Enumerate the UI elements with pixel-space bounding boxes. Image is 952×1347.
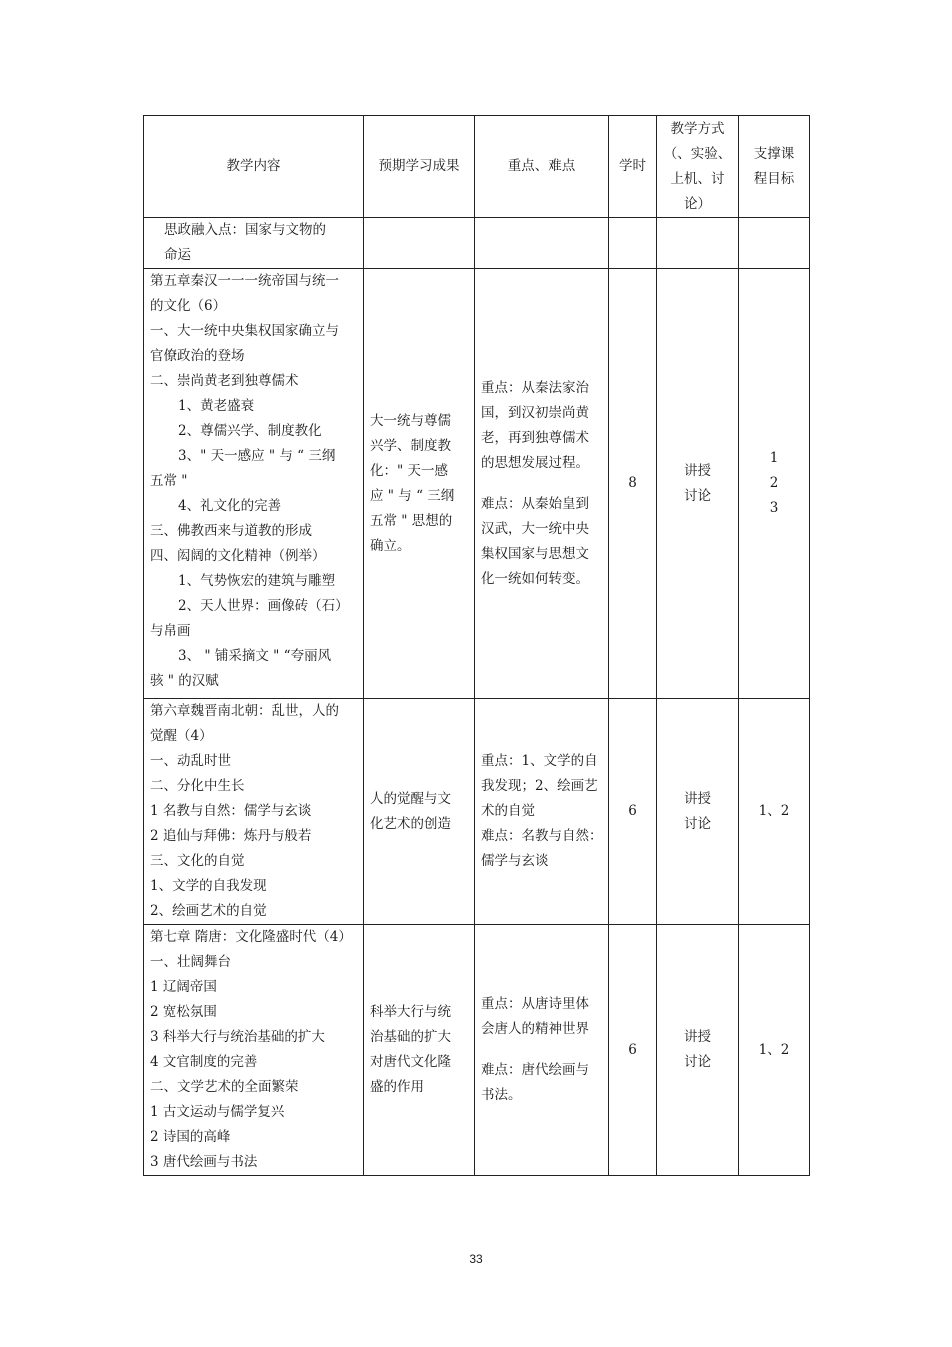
content-line: 2 诗国的高峰 (150, 1129, 231, 1145)
key-point-line: 重点：从唐诗里体 (481, 996, 589, 1012)
content-line: 1 辽阔帝国 (150, 979, 217, 995)
outcome-line: 治基础的扩大 (370, 1029, 451, 1045)
content-line: 一、动乱时世 (150, 753, 231, 769)
content-line: 觉醒（4） (150, 728, 213, 744)
header-hours: 学时 (609, 116, 657, 218)
content-line: 4 文官制度的完善 (150, 1054, 258, 1070)
content-line: 2、尊儒兴学、制度教化 (178, 423, 322, 439)
outcome-line: 盛的作用 (370, 1079, 424, 1095)
header-goal-line: 程目标 (753, 170, 795, 187)
hours-cell (609, 218, 657, 269)
outcome-line: 化艺术的创造 (370, 815, 451, 832)
header-method-line: 上机、讨 (670, 170, 725, 187)
content-line: 四、闳阔的文化精神（例举） (150, 548, 326, 564)
method-cell (657, 925, 739, 1176)
header-goal-line: 支撑课 (753, 145, 795, 162)
keypoints-cell (475, 925, 609, 1176)
content-line: 命运 (164, 247, 191, 263)
difficulty-line: 难点：名教与自然： (481, 828, 603, 844)
content-line: 2 宽松氛围 (150, 1004, 217, 1020)
page-number: 33 (469, 1252, 483, 1266)
difficulty-line: 儒学与玄谈 (481, 853, 549, 869)
content-cell (144, 269, 364, 699)
content-line: 思政融入点：国家与文物的 (164, 222, 326, 238)
header-goal (739, 116, 810, 218)
content-line: 三、文化的自觉 (150, 853, 245, 869)
outcome-line: 化：" 天一感 (370, 462, 449, 479)
content-line: 二、崇尚黄老到独尊儒术 (150, 373, 299, 389)
difficulty-line: 集权国家与思想文 (481, 545, 589, 562)
difficulty-line: 难点：唐代绘画与 (481, 1062, 589, 1078)
key-point-line: 会唐人的精神世界 (481, 1021, 589, 1037)
content-line: 3 唐代绘画与书法 (150, 1154, 258, 1170)
goal-cell (739, 218, 810, 269)
difficulty-line: 化一统如何转变。 (481, 570, 589, 587)
header-outcome: 预期学习成果 (364, 116, 475, 218)
content-cell (144, 925, 364, 1176)
content-line: 2 追仙与拜佛：炼丹与般若 (150, 828, 312, 844)
content-line: 2、天人世界：画像砖（石） (178, 598, 349, 614)
content-line: 一、壮阔舞台 (150, 954, 231, 970)
goal-cell: 1、2 (739, 925, 810, 1176)
keypoints-cell (475, 218, 609, 269)
keypoints-cell (475, 269, 609, 699)
outcome-line: 人的觉醒与文 (370, 790, 451, 807)
content-line: 与帛画 (150, 623, 191, 639)
hours-cell: 6 (609, 699, 657, 925)
outcome-cell (364, 218, 475, 269)
outcome-cell (364, 925, 475, 1176)
content-line: 三、佛教西来与道教的形成 (150, 523, 312, 539)
key-point-line: 的思想发展过程。 (481, 454, 589, 471)
table-row (144, 269, 810, 699)
key-point-line: 国，到汉初崇尚黄 (481, 404, 589, 421)
content-line: 1、文学的自我发现 (150, 878, 267, 894)
header-content: 教学内容 (144, 116, 364, 218)
key-point-line: 重点：从秦法家治 (481, 379, 589, 396)
content-line: 1 古文运动与儒学复兴 (150, 1104, 285, 1120)
hours-cell: 8 (609, 269, 657, 699)
difficulty-line: 难点：从秦始皇到 (481, 495, 589, 512)
content-line: 3、" 天一感应 " 与 “ 三纲 (178, 448, 336, 464)
difficulty-line: 书法。 (481, 1087, 522, 1103)
content-line: 一、大一统中央集权国家确立与 (150, 323, 339, 339)
method-cell (657, 699, 739, 925)
method-cell (657, 218, 739, 269)
outcome-line: 科举大行与统 (370, 1004, 451, 1020)
header-row (144, 116, 810, 218)
outcome-line: 兴学、制度教 (370, 437, 451, 454)
key-point-line: 老，再到独尊儒术 (481, 429, 589, 446)
content-line: 官僚政治的登场 (150, 348, 245, 364)
content-line: 五常 " (150, 473, 188, 489)
method-line: 讲授 (684, 1029, 711, 1045)
content-line: 3 科举大行与统治基础的扩大 (150, 1029, 325, 1045)
content-line: 二、文学艺术的全面繁荣 (150, 1079, 299, 1095)
method-line: 讨论 (684, 815, 711, 832)
header-method-line: （、实验、 (663, 145, 732, 162)
content-cell (144, 218, 364, 269)
header-method (657, 116, 739, 218)
table-row (144, 699, 810, 925)
goal-line: 1 (769, 450, 779, 466)
content-line: 1、黄老盛衰 (178, 398, 255, 414)
goal-line: 2 (769, 475, 779, 491)
content-line: 第六章魏晋南北朝：乱世，人的 (150, 703, 339, 719)
content-line: 1、气势恢宏的建筑与雕塑 (178, 573, 336, 589)
content-cell (144, 699, 364, 925)
method-line: 讨论 (684, 487, 711, 504)
outcome-line: 确立。 (370, 537, 411, 554)
method-line: 讲授 (684, 462, 711, 479)
table-row (144, 218, 810, 269)
difficulty-line: 汉武，大一统中央 (481, 520, 589, 537)
header-keypoints: 重点、难点 (475, 116, 609, 218)
goal-line: 3 (769, 500, 779, 516)
outcome-cell (364, 699, 475, 925)
outcome-line: 大一统与尊儒 (370, 412, 451, 429)
hours-cell: 6 (609, 925, 657, 1176)
goal-cell (739, 269, 810, 699)
key-point-line: 重点：1、文学的自 (481, 753, 598, 769)
content-line: 2、绘画艺术的自觉 (150, 903, 267, 919)
method-cell (657, 269, 739, 699)
outcome-line: 应 " 与 “ 三纲 (370, 487, 455, 504)
content-line: 第五章秦汉一一一统帝国与统一 (150, 273, 339, 289)
goal-cell: 1、2 (739, 699, 810, 925)
method-line: 讲授 (684, 790, 711, 807)
header-method-line: 教学方式 (670, 120, 725, 137)
keypoints-cell (475, 699, 609, 925)
syllabus-table (143, 115, 810, 1176)
content-line: 1 名教与自然：儒学与玄谈 (150, 803, 312, 819)
key-point-line: 我发现；2、绘画艺 (481, 778, 598, 794)
outcome-line: 对唐代文化隆 (370, 1054, 451, 1070)
key-point-line: 术的自觉 (481, 803, 535, 819)
table-row (144, 925, 810, 1176)
content-line: 3、 " 铺采摘文 " “夸丽风 (178, 648, 332, 664)
method-line: 讨论 (684, 1054, 711, 1070)
content-line: 4、礼文化的完善 (178, 498, 282, 514)
header-method-line: 论） (684, 195, 711, 212)
outcome-line: 五常 " 思想的 (370, 512, 453, 529)
content-line: 骇 " 的汉赋 (150, 673, 219, 689)
content-line: 二、分化中生长 (150, 778, 245, 794)
content-line: 第七章 隋唐：文化隆盛时代（4） (150, 929, 352, 945)
content-line: 的文化（6） (150, 298, 227, 314)
outcome-cell (364, 269, 475, 699)
